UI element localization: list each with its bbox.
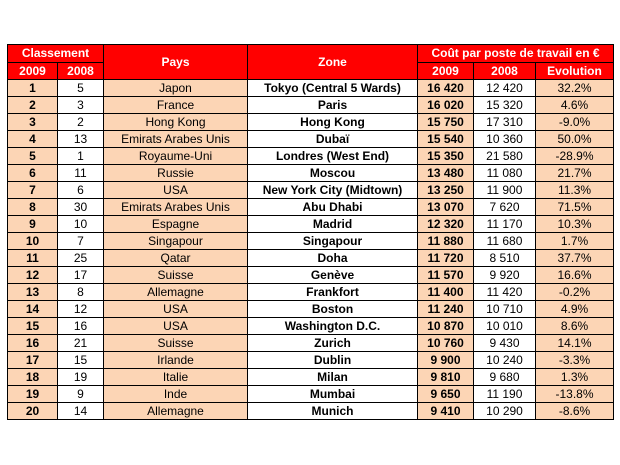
header-rank-2008: 2008: [58, 63, 104, 80]
rank-2008-cell: 5: [58, 80, 104, 97]
zone-cell: Munich: [248, 403, 418, 420]
zone-cell: Madrid: [248, 216, 418, 233]
zone-cell: Tokyo (Central 5 Wards): [248, 80, 418, 97]
table-row: [8, 182, 614, 199]
zone-cell: New York City (Midtown): [248, 182, 418, 199]
pays-cell: Inde: [104, 386, 248, 403]
header-evolution: Evolution: [536, 63, 614, 80]
pays-cell: Singapour: [104, 233, 248, 250]
cost-2009-cell: 11 720: [418, 250, 474, 267]
zone-cell: Abu Dhabi: [248, 199, 418, 216]
cost-2008-cell: 11 190: [474, 386, 536, 403]
evolution-cell: 71.5%: [536, 199, 614, 216]
rank-2008-cell: 14: [58, 403, 104, 420]
pays-cell: Royaume-Uni: [104, 148, 248, 165]
rank-2009-cell: 15: [8, 318, 58, 335]
cost-2009-cell: 15 540: [418, 131, 474, 148]
zone-cell: Zurich: [248, 335, 418, 352]
rank-2008-cell: 21: [58, 335, 104, 352]
pays-cell: Emirats Arabes Unis: [104, 131, 248, 148]
evolution-cell: -8.6%: [536, 403, 614, 420]
cost-2008-cell: 8 510: [474, 250, 536, 267]
header-classement: Classement: [8, 45, 104, 63]
cost-2008-cell: 17 310: [474, 114, 536, 131]
zone-cell: Doha: [248, 250, 418, 267]
header-cout: Coût par poste de travail en €: [418, 45, 614, 63]
pays-cell: Qatar: [104, 250, 248, 267]
pays-cell: USA: [104, 318, 248, 335]
table-row: [8, 284, 614, 301]
table-row: [8, 267, 614, 284]
cost-2008-cell: 7 620: [474, 199, 536, 216]
rank-2009-cell: 9: [8, 216, 58, 233]
rank-2008-cell: 2: [58, 114, 104, 131]
table-row: [8, 199, 614, 216]
cost-2008-cell: 11 080: [474, 165, 536, 182]
evolution-cell: 1.7%: [536, 233, 614, 250]
pays-cell: Suisse: [104, 335, 248, 352]
table-row: [8, 131, 614, 148]
table-header: [8, 45, 614, 80]
cost-2009-cell: 16 020: [418, 97, 474, 114]
header-rank-2009: 2009: [8, 63, 58, 80]
cost-2009-cell: 11 240: [418, 301, 474, 318]
pays-cell: Hong Kong: [104, 114, 248, 131]
evolution-cell: 37.7%: [536, 250, 614, 267]
rank-2009-cell: 2: [8, 97, 58, 114]
cost-2008-cell: 11 900: [474, 182, 536, 199]
evolution-cell: 8.6%: [536, 318, 614, 335]
header-cost-2008: 2008: [474, 63, 536, 80]
rank-2009-cell: 19: [8, 386, 58, 403]
rank-2009-cell: 10: [8, 233, 58, 250]
rank-2009-cell: 17: [8, 352, 58, 369]
cost-2008-cell: 11 680: [474, 233, 536, 250]
cost-2009-cell: 13 070: [418, 199, 474, 216]
pays-cell: Suisse: [104, 267, 248, 284]
cost-2009-cell: 12 320: [418, 216, 474, 233]
table-row: [8, 318, 614, 335]
zone-cell: Boston: [248, 301, 418, 318]
rank-2009-cell: 16: [8, 335, 58, 352]
rank-2009-cell: 1: [8, 80, 58, 97]
cost-2009-cell: 13 480: [418, 165, 474, 182]
evolution-cell: 14.1%: [536, 335, 614, 352]
table-row: [8, 386, 614, 403]
table-row: [8, 114, 614, 131]
cost-2008-cell: 10 240: [474, 352, 536, 369]
rank-2008-cell: 15: [58, 352, 104, 369]
cost-2008-cell: 15 320: [474, 97, 536, 114]
rank-2009-cell: 5: [8, 148, 58, 165]
header-pays: Pays: [104, 45, 248, 80]
rank-2008-cell: 1: [58, 148, 104, 165]
rank-2008-cell: 11: [58, 165, 104, 182]
rank-2008-cell: 17: [58, 267, 104, 284]
table-row: [8, 369, 614, 386]
cost-2008-cell: 21 580: [474, 148, 536, 165]
cost-2009-cell: 10 760: [418, 335, 474, 352]
rank-2009-cell: 14: [8, 301, 58, 318]
rank-2008-cell: 19: [58, 369, 104, 386]
zone-cell: Washington D.C.: [248, 318, 418, 335]
evolution-cell: 1.3%: [536, 369, 614, 386]
zone-cell: Milan: [248, 369, 418, 386]
evolution-cell: 10.3%: [536, 216, 614, 233]
ranking-table-container: [7, 44, 613, 420]
rank-2009-cell: 11: [8, 250, 58, 267]
cost-2008-cell: 9 680: [474, 369, 536, 386]
zone-cell: Singapour: [248, 233, 418, 250]
zone-cell: Hong Kong: [248, 114, 418, 131]
rank-2008-cell: 12: [58, 301, 104, 318]
cost-2008-cell: 9 920: [474, 267, 536, 284]
pays-cell: Japon: [104, 80, 248, 97]
cost-2008-cell: 10 010: [474, 318, 536, 335]
cost-2009-cell: 11 880: [418, 233, 474, 250]
cost-2008-cell: 10 710: [474, 301, 536, 318]
zone-cell: Frankfort: [248, 284, 418, 301]
table-row: [8, 403, 614, 420]
evolution-cell: -28.9%: [536, 148, 614, 165]
rank-2009-cell: 12: [8, 267, 58, 284]
cost-2008-cell: 11 170: [474, 216, 536, 233]
pays-cell: Espagne: [104, 216, 248, 233]
zone-cell: Dublin: [248, 352, 418, 369]
cost-2008-cell: 9 430: [474, 335, 536, 352]
evolution-cell: 16.6%: [536, 267, 614, 284]
rank-2008-cell: 16: [58, 318, 104, 335]
rank-2009-cell: 8: [8, 199, 58, 216]
rank-2009-cell: 20: [8, 403, 58, 420]
pays-cell: Allemagne: [104, 284, 248, 301]
rank-2008-cell: 7: [58, 233, 104, 250]
cost-2009-cell: 15 350: [418, 148, 474, 165]
evolution-cell: -3.3%: [536, 352, 614, 369]
rank-2009-cell: 3: [8, 114, 58, 131]
rank-2009-cell: 13: [8, 284, 58, 301]
evolution-cell: 32.2%: [536, 80, 614, 97]
evolution-cell: 4.6%: [536, 97, 614, 114]
rank-2009-cell: 4: [8, 131, 58, 148]
table-row: [8, 233, 614, 250]
table-row: [8, 97, 614, 114]
pays-cell: USA: [104, 182, 248, 199]
table-row: [8, 335, 614, 352]
pays-cell: Irlande: [104, 352, 248, 369]
zone-cell: Moscou: [248, 165, 418, 182]
pays-cell: USA: [104, 301, 248, 318]
cost-2008-cell: 10 360: [474, 131, 536, 148]
pays-cell: Russie: [104, 165, 248, 182]
cost-2009-cell: 11 400: [418, 284, 474, 301]
table-row: [8, 352, 614, 369]
cost-2008-cell: 10 290: [474, 403, 536, 420]
table-body: [8, 80, 614, 420]
cost-2008-cell: 11 420: [474, 284, 536, 301]
zone-cell: Paris: [248, 97, 418, 114]
evolution-cell: -9.0%: [536, 114, 614, 131]
cost-2009-cell: 9 810: [418, 369, 474, 386]
zone-cell: Londres (West End): [248, 148, 418, 165]
rank-2008-cell: 13: [58, 131, 104, 148]
ranking-table: [7, 44, 614, 420]
pays-cell: Italie: [104, 369, 248, 386]
evolution-cell: 11.3%: [536, 182, 614, 199]
zone-cell: Mumbai: [248, 386, 418, 403]
rank-2008-cell: 9: [58, 386, 104, 403]
pays-cell: France: [104, 97, 248, 114]
cost-2008-cell: 12 420: [474, 80, 536, 97]
rank-2008-cell: 10: [58, 216, 104, 233]
evolution-cell: 21.7%: [536, 165, 614, 182]
pays-cell: Emirats Arabes Unis: [104, 199, 248, 216]
rank-2008-cell: 3: [58, 97, 104, 114]
rank-2009-cell: 18: [8, 369, 58, 386]
cost-2009-cell: 9 410: [418, 403, 474, 420]
cost-2009-cell: 16 420: [418, 80, 474, 97]
table-row: [8, 80, 614, 97]
cost-2009-cell: 11 570: [418, 267, 474, 284]
evolution-cell: 4.9%: [536, 301, 614, 318]
header-cost-2009: 2009: [418, 63, 474, 80]
rank-2009-cell: 7: [8, 182, 58, 199]
rank-2008-cell: 6: [58, 182, 104, 199]
rank-2009-cell: 6: [8, 165, 58, 182]
evolution-cell: -0.2%: [536, 284, 614, 301]
cost-2009-cell: 13 250: [418, 182, 474, 199]
table-row: [8, 250, 614, 267]
cost-2009-cell: 9 650: [418, 386, 474, 403]
table-row: [8, 216, 614, 233]
rank-2008-cell: 30: [58, 199, 104, 216]
table-row: [8, 301, 614, 318]
rank-2008-cell: 25: [58, 250, 104, 267]
evolution-cell: -13.8%: [536, 386, 614, 403]
evolution-cell: 50.0%: [536, 131, 614, 148]
table-row: [8, 148, 614, 165]
table-row: [8, 165, 614, 182]
cost-2009-cell: 9 900: [418, 352, 474, 369]
zone-cell: Dubaï: [248, 131, 418, 148]
cost-2009-cell: 15 750: [418, 114, 474, 131]
cost-2009-cell: 10 870: [418, 318, 474, 335]
header-zone: Zone: [248, 45, 418, 80]
zone-cell: Genève: [248, 267, 418, 284]
pays-cell: Allemagne: [104, 403, 248, 420]
rank-2008-cell: 8: [58, 284, 104, 301]
